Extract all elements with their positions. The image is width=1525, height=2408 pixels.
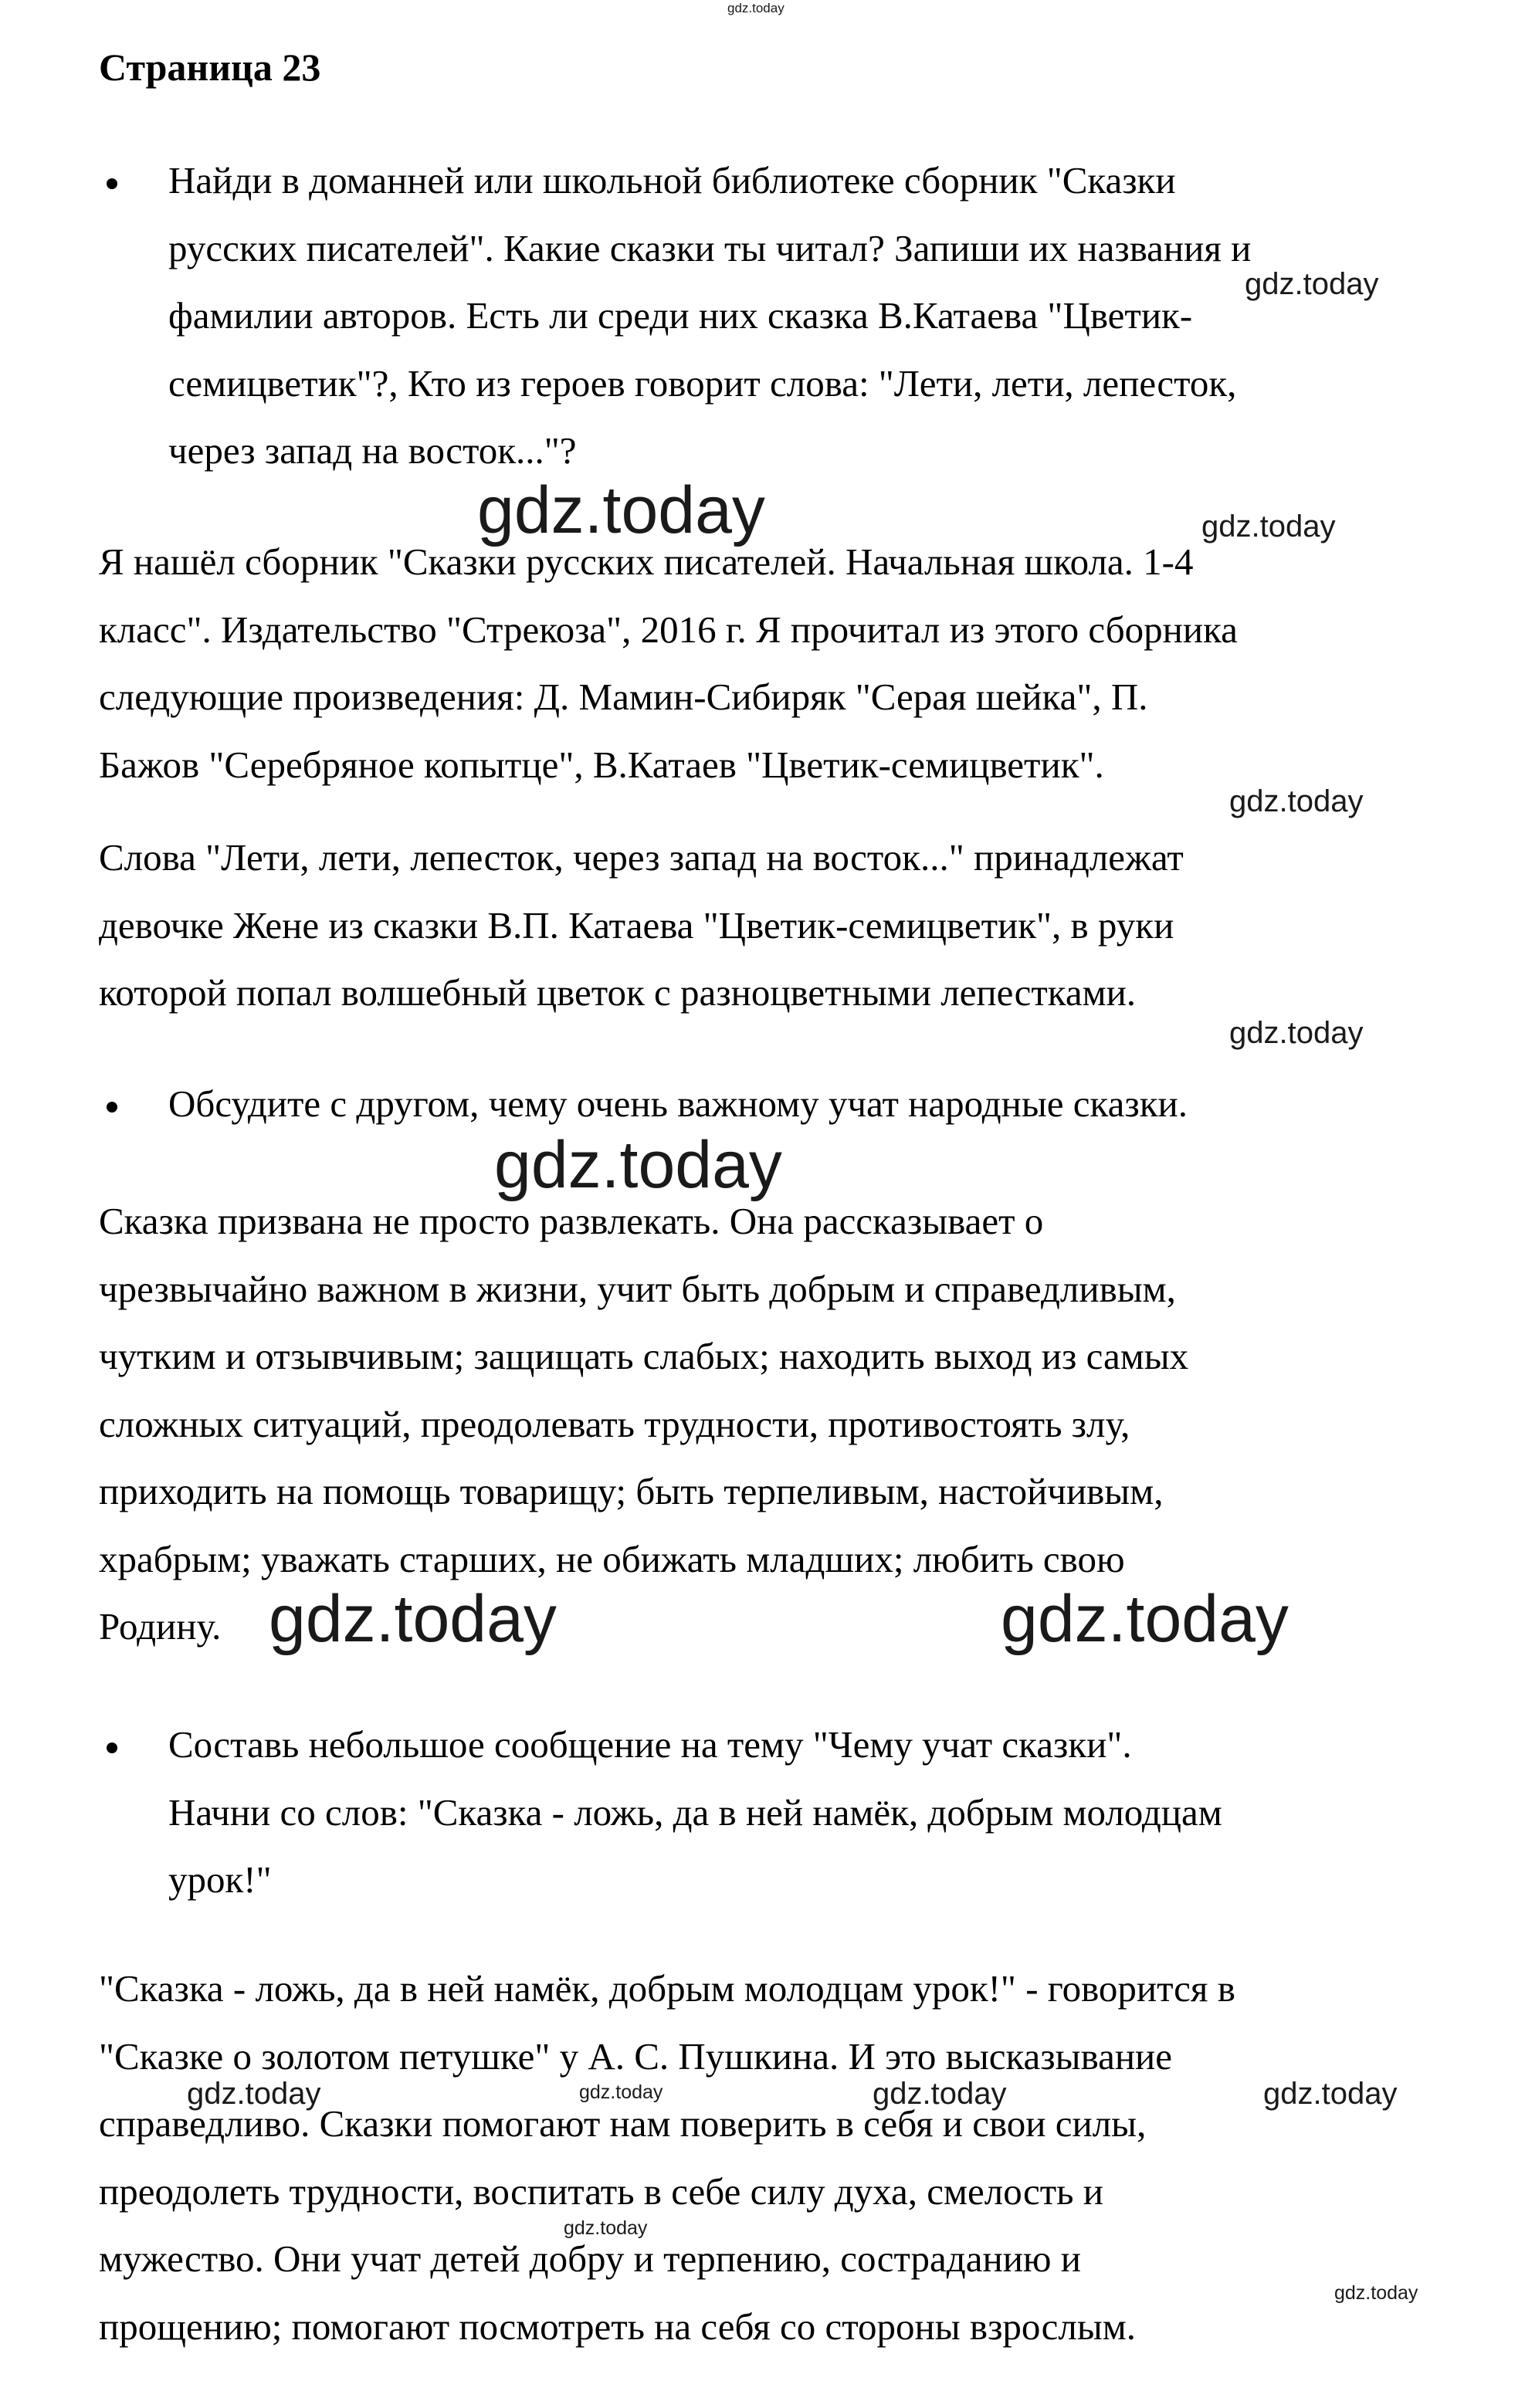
watermark-top: gdz.today (727, 1, 785, 15)
bullet-icon (107, 1102, 117, 1113)
answer-3-line: "Сказке о золотом петушке" у А. С. Пушкина. И это высказывание (99, 2035, 1173, 2078)
answer-3-line: мужество. Они учат детей добру и терпению, состраданию и (99, 2237, 1081, 2280)
question-3-line: Составь небольшое сообщение на тему "Чему учат сказки". (168, 1723, 1132, 1766)
watermark: gdz.today (1263, 2077, 1398, 2111)
answer-3-line: справедливо. Сказки помогают нам поверить в себя и свои силы, (99, 2102, 1147, 2145)
question-1-line: фамилии авторов. Есть ли среди них сказка В.Катаева "Цветик- (168, 294, 1193, 337)
question-1-line: русских писателей". Какие сказки ты читал? Запиши их названия и (168, 227, 1252, 269)
watermark: gdz.today (1229, 784, 1364, 818)
question-2-line: Обсудите с другом, чему очень важному учат народные сказки. (168, 1082, 1188, 1125)
watermark: gdz.today (1229, 1016, 1364, 1050)
bullet-icon (107, 1742, 117, 1753)
answer-1-line: Бажов "Серебряное копытце", В.Катаев "Цветик-семицветик". (99, 743, 1104, 786)
answer-2-line: храбрым; уважать старших, не обижать младших; любить свою (99, 1538, 1125, 1580)
watermark-small: gdz.today (564, 2217, 648, 2239)
watermark-large: gdz.today (269, 1582, 557, 1656)
answer-3-line: преодолеть трудности, воспитать в себе силу духа, смелость и (99, 2170, 1103, 2213)
answer-1b-line: Слова "Лети, лети, лепесток, через запад на восток..." принадлежат (99, 836, 1184, 879)
watermark-small: gdz.today (579, 2081, 663, 2103)
watermark: gdz.today (1245, 267, 1379, 301)
watermark: gdz.today (187, 2077, 321, 2111)
answer-2-line: сложных ситуаций, преодолевать трудности, противостоять злу, (99, 1403, 1130, 1445)
answer-2-line: Родину. (99, 1605, 222, 1648)
watermark: gdz.today (1201, 510, 1336, 544)
answer-2-line: чутким и отзывчивым; защищать слабых; находить выход из самых (99, 1335, 1189, 1377)
bullet-icon (107, 178, 117, 189)
question-1-line: семицветик"?, Кто из героев говорит слова: "Лети, лети, лепесток, (168, 362, 1237, 405)
answer-1-line: следующие произведения: Д. Мамин-Сибиряк "Серая шейка", П. (99, 676, 1148, 718)
question-1-line: Найди в доманней или школьной библиотеке сборник "Сказки (168, 159, 1176, 202)
question-1-line: через запад на восток..."? (168, 429, 577, 472)
answer-2-line: приходить на помощь товарищу; быть терпеливым, настойчивым, (99, 1470, 1164, 1512)
answer-3-line: "Сказка - ложь, да в ней намёк, добрым молодцам урок!" - говорится в (99, 1967, 1235, 2010)
answer-1-line: Я нашёл сборник "Сказки русских писателей. Начальная школа. 1-4 (99, 540, 1194, 583)
answer-1-line: класс". Издательство "Стрекоза", 2016 г. Я прочитал из этого сборника (99, 608, 1238, 651)
watermark-large: gdz.today (477, 473, 765, 547)
watermark-large: gdz.today (494, 1128, 782, 1202)
answer-2-line: Сказка призвана не просто развлекать. Она рассказывает о (99, 1200, 1044, 1242)
watermark-large: gdz.today (1001, 1582, 1289, 1656)
watermark: gdz.today (873, 2077, 1007, 2111)
answer-2-line: чрезвычайно важном в жизни, учит быть добрым и справедливым, (99, 1268, 1176, 1310)
page-title: Страница 23 (99, 46, 321, 89)
question-3-line: Начни со слов: "Сказка - ложь, да в ней намёк, добрым молодцам (168, 1791, 1222, 1834)
watermark-small: gdz.today (1334, 2282, 1418, 2304)
answer-1b-line: которой попал волшебный цветок с разноцветными лепестками. (99, 971, 1137, 1014)
answer-3-line: прощению; помогают посмотреть на себя со стороны взрослым. (99, 2305, 1137, 2348)
question-3-line: урок!" (168, 1858, 272, 1901)
answer-1b-line: девочке Жене из сказки В.П. Катаева "Цветик-семицветик", в руки (99, 904, 1174, 947)
